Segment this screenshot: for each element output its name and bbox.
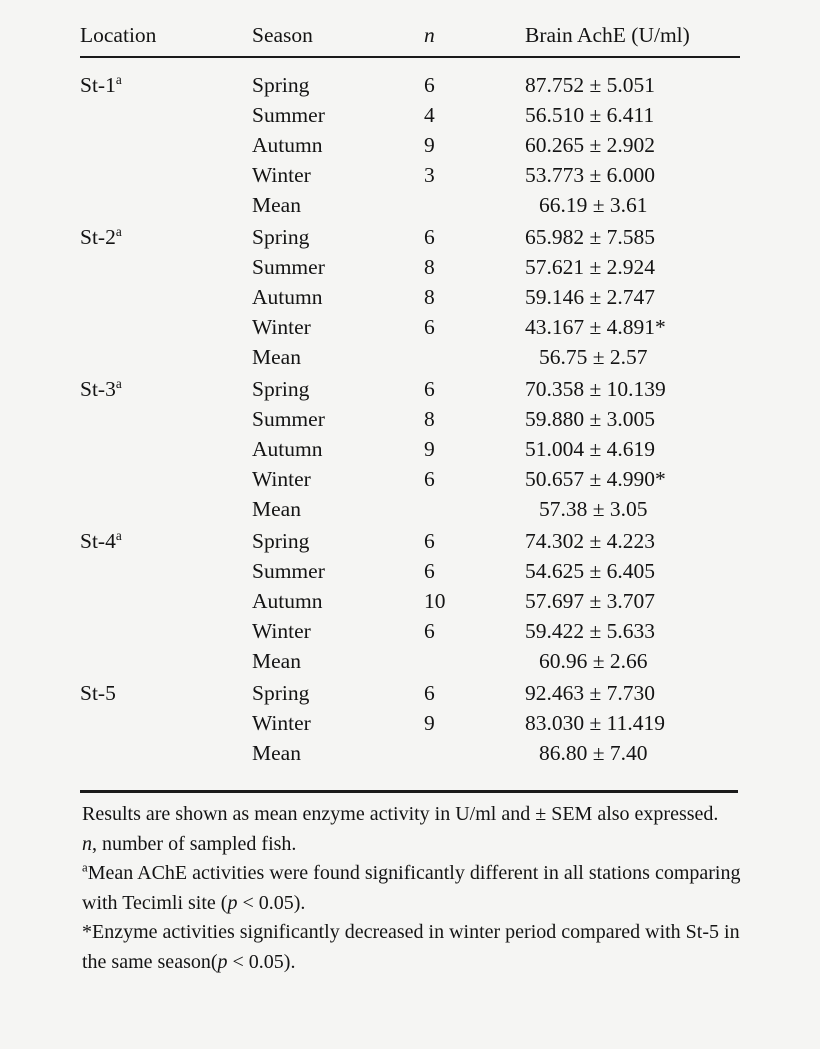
table-row [80,220,740,252]
cell-n: 8 [424,406,435,431]
cell-season: Autumn [252,436,323,461]
cell-location [80,100,252,130]
cell-location [80,312,252,342]
cell-brain-ache-value: 70.358 ± 10.139 [525,376,666,401]
footnote-n-symbol: n [82,832,92,855]
cell-season: Summer [252,254,325,279]
cell-n: 9 [424,436,435,461]
cell-location [80,282,252,312]
cell-location [80,646,252,676]
footnote-a-symbol: a [82,860,88,875]
header-rule-row [80,57,740,68]
cell-n: 6 [424,558,435,583]
column-header-season: Season [252,23,313,47]
cell-season: Mean [252,344,301,369]
cell-brain-ache-value: 65.982 ± 7.585 [525,224,656,249]
cell-location [80,342,252,372]
table-header [80,22,740,57]
cell-season: Mean [252,740,301,765]
cell-n: 6 [424,376,435,401]
cell-location [80,464,252,494]
cell-mean-value: 86.80 ± 7.40 [539,740,648,765]
cell-brain-ache-value: 54.625 ± 6.405 [525,558,656,583]
cell-brain-ache-value: 50.657 ± 4.990* [525,466,666,491]
cell-location: St-1$^a$ [80,71,122,97]
table-row [80,616,740,646]
cell-n [424,190,525,220]
cell-n [424,342,525,372]
cell-mean-value: 57.38 ± 3.05 [539,496,648,521]
cell-location [80,556,252,586]
cell-season: Winter [252,618,311,643]
cell-location [80,404,252,434]
cell-season: Mean [252,192,301,217]
table-body [80,57,740,768]
cell-location: St-4$^a$ [80,527,122,553]
cell-n [424,494,525,524]
column-header-n [424,22,525,57]
cell-brain-ache-value: 60.265 ± 2.902 [525,132,656,157]
cell-brain-ache-value: 53.773 ± 6.000 [525,162,656,187]
cell-mean-value: 66.19 ± 3.61 [539,192,648,217]
cell-n: 4 [424,102,435,127]
cell-season: Winter [252,162,311,187]
cell-n [424,738,525,768]
cell-location [80,586,252,616]
table-row [80,252,740,282]
column-header-location: Location [80,23,157,47]
table-row [80,524,740,556]
table-row [80,586,740,616]
cell-season: Summer [252,102,325,127]
cell-n: 6 [424,680,435,705]
footnote-results: Results are shown as mean enzyme activity in U/ml and ± SEM also expressed. [82,803,719,825]
cell-n [424,646,525,676]
header-row [80,22,740,57]
table-row [80,646,740,676]
header-rule [80,57,740,68]
cell-brain-ache-value: 83.030 ± 11.419 [525,710,666,735]
cell-n: 6 [424,618,435,643]
cell-mean-value: 56.75 ± 2.57 [539,344,648,369]
location-footnote-marker: a [115,223,122,239]
table-row [80,100,740,130]
cell-n: 6 [424,72,435,97]
location-footnote-marker: a [115,71,122,87]
cell-brain-ache-value: 43.167 ± 4.891* [525,314,666,339]
cell-season: Autumn [252,132,323,157]
footnote-asterisk-p: p [217,950,228,973]
cell-location [80,190,252,220]
cell-n: 3 [424,162,435,187]
cell-brain-ache-value: 57.621 ± 2.924 [525,254,656,279]
cell-season: Spring [252,680,310,705]
cell-brain-ache-value: 59.880 ± 3.005 [525,406,656,431]
cell-n: 9 [424,710,435,735]
table-row [80,372,740,404]
cell-n: 6 [424,466,435,491]
table-bottom-rule [80,790,738,793]
cell-n: 6 [424,224,435,249]
cell-season: Mean [252,496,301,521]
cell-season: Summer [252,406,325,431]
cell-n: 8 [424,284,435,309]
cell-brain-ache-value: 57.697 ± 3.707 [525,588,656,613]
table-row [80,190,740,220]
cell-season: Winter [252,466,311,491]
table-row [80,556,740,586]
cell-location [80,738,252,768]
cell-n: 10 [424,588,446,613]
table-row [80,160,740,190]
cell-location [80,160,252,190]
cell-n: 6 [424,528,435,553]
footnote-a-text-1: Mean AChE activities were found significantly different in all stations comparing with Tecimli site ( [82,862,741,914]
table-row [80,434,740,464]
cell-brain-ache-value: 87.752 ± 5.051 [525,72,656,97]
cell-n: 6 [424,314,435,339]
cell-brain-ache-value: 51.004 ± 4.619 [525,436,656,461]
footnotes [82,800,750,977]
cell-brain-ache-value: 59.146 ± 2.747 [525,284,656,309]
cell-brain-ache-value: 56.510 ± 6.411 [525,102,655,127]
cell-season: Spring [252,376,310,401]
table-row [80,68,740,100]
footnote-asterisk [82,918,750,977]
table-row [80,676,740,708]
cell-location [80,494,252,524]
cell-season: Autumn [252,588,323,613]
cell-season: Autumn [252,284,323,309]
footnote-asterisk-text-2: < 0.05). [227,950,296,973]
cell-n: 9 [424,132,435,157]
cell-location: St-3$^a$ [80,375,122,401]
cell-brain-ache-value: 74.302 ± 4.223 [525,528,656,553]
footnote-n [82,830,750,860]
table-row [80,404,740,434]
cell-season: Winter [252,710,311,735]
cell-location [80,616,252,646]
cell-season: Spring [252,528,310,553]
cell-season: Spring [252,72,310,97]
table-row [80,282,740,312]
table-row [80,342,740,372]
cell-mean-value: 60.96 ± 2.66 [539,648,648,673]
cell-season: Spring [252,224,310,249]
footnote-a [82,859,750,918]
location-footnote-marker: a [115,527,122,543]
column-header-n-label: n [424,23,435,47]
footnote-a-text-2: < 0.05). [237,891,306,914]
cell-season: Winter [252,314,311,339]
column-header-brain-ache: Brain AchE (U/ml) [525,23,690,47]
location-footnote-marker: a [115,375,122,391]
table-row [80,130,740,160]
table-row [80,312,740,342]
cell-location [80,434,252,464]
table-container [80,22,740,768]
footnote-n-text: , number of sampled fish. [92,832,297,855]
table-row [80,738,740,768]
cell-location [80,252,252,282]
cell-season: Summer [252,558,325,583]
cell-location [80,130,252,160]
cell-location: St-5 [80,680,116,705]
table-row [80,494,740,524]
cell-n: 8 [424,254,435,279]
cell-location: St-2$^a$ [80,223,122,249]
table-row [80,708,740,738]
cell-brain-ache-value: 92.463 ± 7.730 [525,680,656,705]
cell-season: Mean [252,648,301,673]
cell-location [80,708,252,738]
footnote-asterisk-text-1: *Enzyme activities significantly decreased in winter period compared with St-5 in the same season( [82,921,740,973]
table-row [80,464,740,494]
cell-brain-ache-value: 59.422 ± 5.633 [525,618,656,643]
footnote-a-p: p [227,891,238,914]
brain-ache-table [80,22,740,768]
